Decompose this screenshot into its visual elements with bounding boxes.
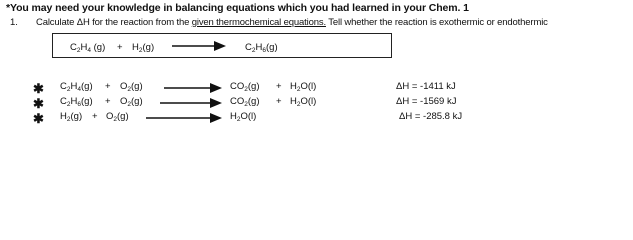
eq3-plus-1: + bbox=[92, 111, 98, 122]
eq1-product-2: $H_2O(l)$ bbox=[290, 81, 317, 93]
bullet-star-icon: ✱ bbox=[33, 111, 44, 126]
eq1-plus-2: + bbox=[276, 81, 282, 92]
eq3-enthalpy: ΔH = -285.8 kJ bbox=[399, 111, 463, 122]
eq1-arrow-icon bbox=[164, 82, 222, 94]
eq2-enthalpy: ΔH = -1569 kJ bbox=[396, 96, 457, 107]
target-reaction-arrow-icon bbox=[172, 40, 226, 52]
target-reactant-2: $H_2(g)$ bbox=[132, 42, 155, 54]
eq2-plus-1: + bbox=[105, 96, 111, 107]
eq2-plus-2: + bbox=[276, 96, 282, 107]
question-text-before: Calculate ΔH for the reaction from the bbox=[36, 17, 192, 28]
eq2-reactant-1: $C_2H_6(g)$ bbox=[60, 96, 93, 108]
eq1-product-1: $CO_2(g)$ bbox=[230, 81, 260, 93]
target-reactant-1: $C_2H_4$ (g) bbox=[70, 42, 106, 54]
eq3-reactant-2: $O_2(g)$ bbox=[106, 111, 129, 123]
eq3-arrow-icon bbox=[146, 112, 222, 124]
eq2-product-1: $CO_2(g)$ bbox=[230, 96, 260, 108]
bullet-star-icon: ✱ bbox=[33, 96, 44, 111]
bullet-star-icon: ✱ bbox=[33, 81, 44, 96]
eq1-enthalpy: ΔH = -1411 kJ bbox=[396, 81, 456, 92]
eq1-plus-1: + bbox=[105, 81, 111, 92]
eq1-reactant-1: $C_2H_4(g)$ bbox=[60, 81, 93, 93]
question-text-underlined: given thermochemical equations. bbox=[191, 17, 326, 28]
eq1-reactant-2: $O_2(g)$ bbox=[120, 81, 143, 93]
target-product: $C_2H_6(g)$ bbox=[245, 42, 278, 54]
eq3-product-1: $H_2O(l)$ bbox=[230, 111, 257, 123]
question-text-after: Tell whether the reaction is exothermic or endothermic bbox=[325, 17, 548, 28]
eq3-reactant-1: $H_2(g)$ bbox=[60, 111, 83, 123]
eq2-product-2: $H_2O(l)$ bbox=[290, 96, 317, 108]
instruction-note: *You may need your knowledge in balancing equations which you had learned in your Chem. 1 bbox=[6, 2, 469, 14]
target-plus: + bbox=[117, 42, 123, 53]
eq2-arrow-icon bbox=[160, 97, 222, 109]
question-number: 1. bbox=[10, 17, 18, 28]
question-text bbox=[36, 17, 548, 28]
eq2-reactant-2: $O_2(g)$ bbox=[120, 96, 143, 108]
